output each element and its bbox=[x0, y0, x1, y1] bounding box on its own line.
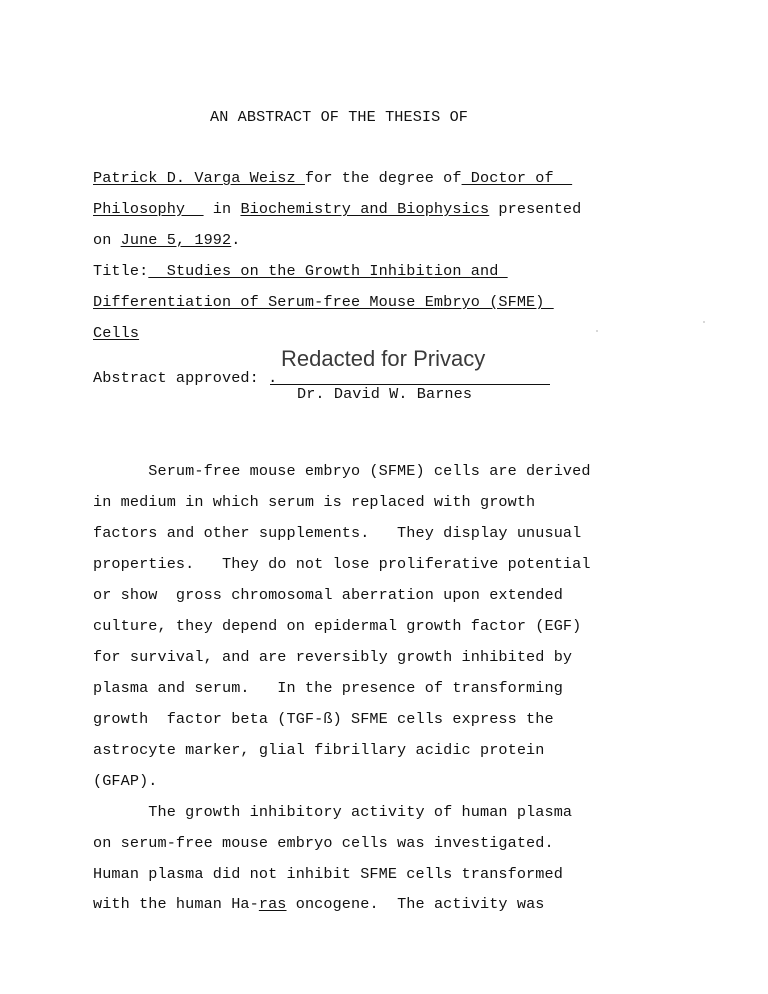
body-line: or show gross chromosomal aberration upon extended bbox=[93, 586, 563, 604]
degree-line bbox=[93, 200, 581, 218]
body-line: plasma and serum. In the presence of transforming bbox=[93, 679, 563, 697]
last-line-prefix: with the human Ha- bbox=[93, 895, 259, 913]
body-line-last bbox=[93, 895, 545, 913]
body-line: The growth inhibitory activity of human plasma bbox=[93, 803, 573, 821]
scan-speck bbox=[596, 330, 598, 332]
ras-gene: ras bbox=[258, 895, 287, 913]
body-line: Serum-free mouse embryo (SFME) cells are derived bbox=[93, 462, 591, 480]
approval-mark: . bbox=[258, 369, 278, 387]
date-prefix: on bbox=[93, 231, 121, 249]
field-of-study: Biochemistry and Biophysics bbox=[240, 200, 490, 218]
date-suffix: . bbox=[231, 231, 241, 249]
approval-label: Abstract approved: bbox=[93, 369, 259, 387]
title-label: Title: bbox=[93, 262, 149, 280]
approval-line bbox=[93, 369, 277, 387]
body-line: properties. They do not lose proliferative potential bbox=[93, 555, 591, 573]
author-line bbox=[93, 169, 572, 187]
title-line-1 bbox=[93, 262, 508, 280]
degree-line-text-2: presented bbox=[489, 200, 582, 218]
body-line: for survival, and are reversibly growth inhibited by bbox=[93, 648, 573, 666]
presentation-date: June 5, 1992 bbox=[120, 231, 232, 249]
date-line bbox=[93, 231, 240, 249]
author-name: Patrick D. Varga Weisz bbox=[93, 169, 305, 187]
signer-name: Dr. David W. Barnes bbox=[297, 385, 473, 403]
last-line-suffix: oncogene. The activity was bbox=[286, 895, 545, 913]
body-line: culture, they depend on epidermal growth factor (EGF) bbox=[93, 617, 582, 635]
body-line: Human plasma did not inhibit SFME cells transformed bbox=[93, 865, 563, 883]
degree-part-1: Doctor of bbox=[461, 169, 573, 187]
body-line: astrocyte marker, glial fibrillary acidic protein bbox=[93, 741, 545, 759]
body-line: on serum-free mouse embryo cells was investigated. bbox=[93, 834, 554, 852]
body-line: factors and other supplements. They display unusual bbox=[93, 524, 582, 542]
abstract-heading: AN ABSTRACT OF THE THESIS OF bbox=[210, 108, 468, 126]
body-line: in medium in which serum is replaced with growth bbox=[93, 493, 536, 511]
title-line-2: Differentiation of Serum-free Mouse Embryo (SFME) bbox=[93, 293, 554, 311]
title-line-3: Cells bbox=[93, 324, 140, 342]
body-line: growth factor beta (TGF-ß) SFME cells express the bbox=[93, 710, 554, 728]
title-text-1: Studies on the Growth Inhibition and bbox=[148, 262, 508, 280]
body-line: (GFAP). bbox=[93, 772, 158, 790]
scan-speck bbox=[703, 321, 705, 323]
author-line-text: for the degree of bbox=[304, 169, 462, 187]
degree-part-2: Philosophy bbox=[93, 200, 204, 218]
redaction-stamp: Redacted for Privacy bbox=[281, 346, 486, 371]
degree-line-text-1: in bbox=[203, 200, 241, 218]
